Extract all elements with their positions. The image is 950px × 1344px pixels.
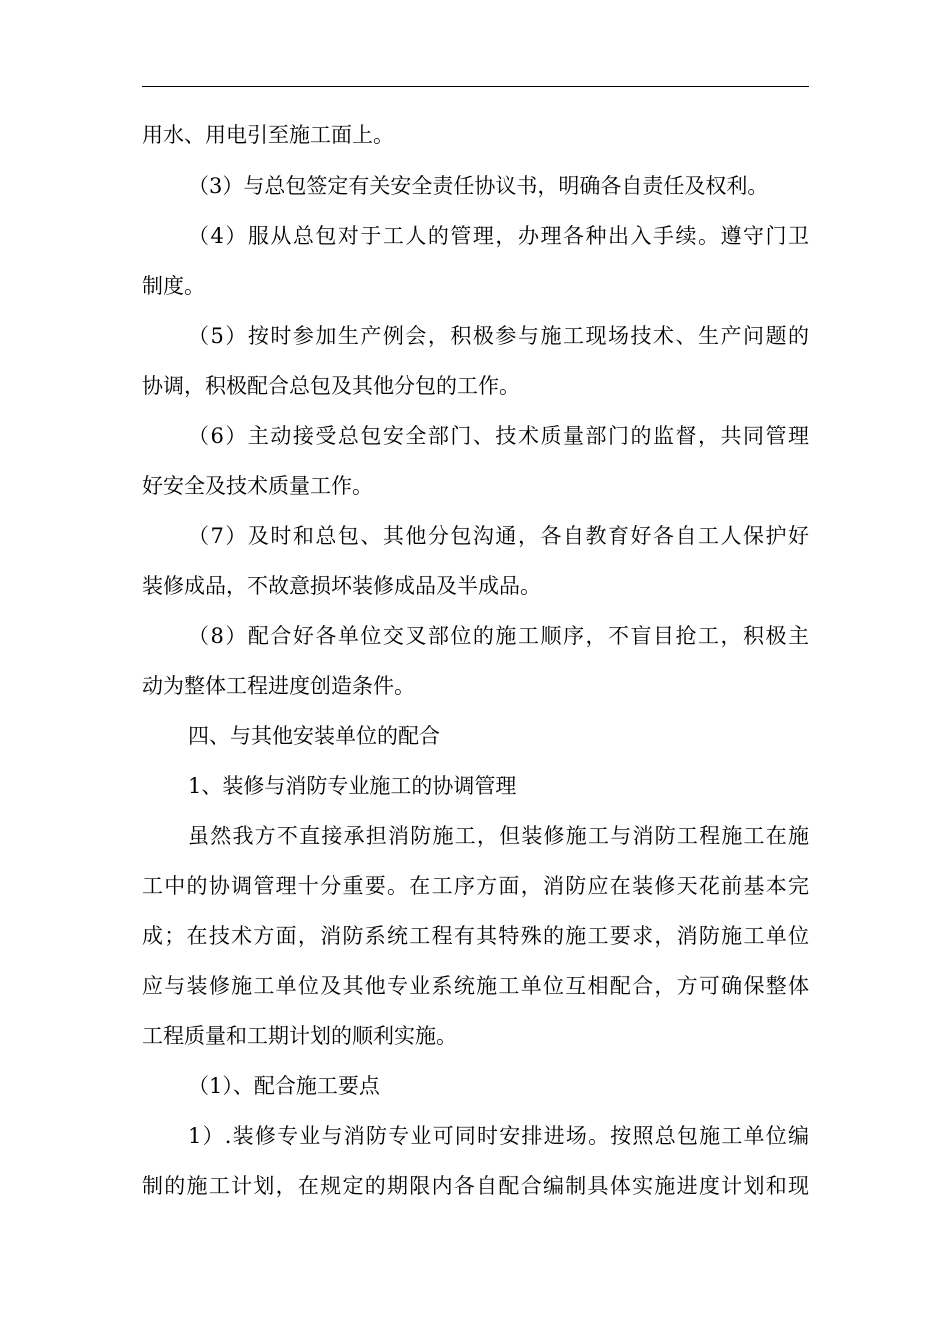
text-line: （7）及时和总包、其他分包沟通，各自教育好各自工人保护好 bbox=[188, 524, 809, 548]
text-line: 工中的协调管理十分重要。在工序方面，消防应在装修天花前基本完 bbox=[142, 874, 809, 898]
text-line: 装修成品，不故意损坏装修成品及半成品。 bbox=[142, 574, 541, 598]
text-line: 虽然我方不直接承担消防施工，但装修施工与消防工程施工在施 bbox=[188, 824, 809, 848]
text-line: （8）配合好各单位交叉部位的施工顺序，不盲目抢工，积极主 bbox=[188, 624, 809, 648]
text-line: 制度。 bbox=[142, 274, 205, 298]
text-line: 好安全及技术质量工作。 bbox=[142, 474, 373, 498]
text-line: 制的施工计划，在规定的期限内各自配合编制具体实施进度计划和现 bbox=[142, 1174, 809, 1198]
section-heading: 四、与其他安装单位的配合 bbox=[188, 724, 440, 748]
text-line: 用水、用电引至施工面上。 bbox=[142, 123, 394, 147]
text-line: 协调，积极配合总包及其他分包的工作。 bbox=[142, 374, 520, 398]
text-line: （6）主动接受总包安全部门、技术质量部门的监督，共同管理 bbox=[188, 424, 809, 448]
text-line: 工程质量和工期计划的顺利实施。 bbox=[142, 1024, 457, 1048]
text-line: 应与装修施工单位及其他专业系统施工单位互相配合，方可确保整体 bbox=[142, 974, 809, 998]
text-line: 成；在技术方面，消防系统工程有其特殊的施工要求，消防施工单位 bbox=[142, 924, 809, 948]
text-line: （5）按时参加生产例会，积极参与施工现场技术、生产问题的 bbox=[188, 324, 809, 348]
item-heading: （1）、配合施工要点 bbox=[188, 1074, 380, 1098]
text-line: 1）.装修专业与消防专业可同时安排进场。按照总包施工单位编 bbox=[188, 1124, 809, 1148]
text-line: （3）与总包签定有关安全责任协议书，明确各自责任及权利。 bbox=[188, 174, 769, 198]
subsection-heading: 1、装修与消防专业施工的协调管理 bbox=[188, 774, 517, 798]
header-rule bbox=[142, 86, 809, 87]
text-line: 动为整体工程进度创造条件。 bbox=[142, 674, 415, 698]
text-line: （4）服从总包对于工人的管理，办理各种出入手续。遵守门卫 bbox=[188, 224, 809, 248]
